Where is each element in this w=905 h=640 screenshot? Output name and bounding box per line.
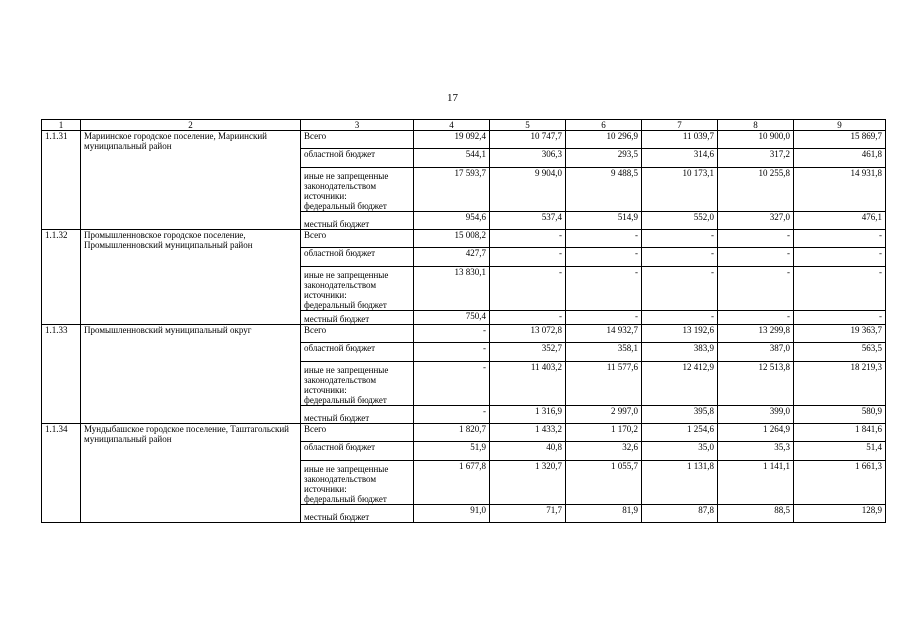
value-cell: - <box>414 362 490 406</box>
value-cell: 1 141,1 <box>718 461 794 505</box>
funding-source-label <box>301 362 414 406</box>
local-label: местный бюджет <box>301 212 414 230</box>
value-cell: 399,0 <box>718 406 794 424</box>
value-cell: - <box>490 230 566 248</box>
value-cell: 15 869,7 <box>794 131 886 149</box>
budget-table <box>41 119 886 523</box>
value-cell: 314,6 <box>642 149 718 168</box>
value-cell: - <box>718 267 794 311</box>
value-cell: 10 296,9 <box>566 131 642 149</box>
header-cell: 6 <box>566 120 642 131</box>
value-cell: - <box>718 311 794 325</box>
value-cell: - <box>718 248 794 267</box>
value-cell: 750,4 <box>414 311 490 325</box>
value-cell: 352,7 <box>490 343 566 362</box>
value-cell: 1 131,8 <box>642 461 718 505</box>
header-cell: 9 <box>794 120 886 131</box>
value-cell: 552,0 <box>642 212 718 230</box>
table-row <box>42 230 886 248</box>
section-name: Промышленновское городское поселение, Промышленновский муниципальный район <box>81 230 301 325</box>
value-cell: 12 513,8 <box>718 362 794 406</box>
other-sources-label: законодательством <box>304 181 377 191</box>
header-cell: 7 <box>642 120 718 131</box>
value-cell: 13 192,6 <box>642 325 718 343</box>
table-row <box>42 424 886 442</box>
value-cell: 1 820,7 <box>414 424 490 442</box>
regional-label: областной бюджет <box>301 149 414 168</box>
funding-source-label <box>301 168 414 212</box>
other-sources-label: источники: <box>304 191 347 201</box>
section-code: 1.1.31 <box>42 131 81 230</box>
value-cell: 10 255,8 <box>718 168 794 212</box>
value-cell: - <box>490 311 566 325</box>
value-cell: 317,2 <box>718 149 794 168</box>
value-cell: - <box>566 248 642 267</box>
other-sources-label: иные не запрещенные <box>304 365 389 375</box>
value-cell: 32,6 <box>566 442 642 461</box>
page-number: 17 <box>447 92 458 104</box>
value-cell: 10 900,0 <box>718 131 794 149</box>
value-cell: 580,9 <box>794 406 886 424</box>
value-cell: 19 092,4 <box>414 131 490 149</box>
local-label: местный бюджет <box>301 406 414 424</box>
value-cell: 563,5 <box>794 343 886 362</box>
value-cell: 1 661,3 <box>794 461 886 505</box>
header-cell: 3 <box>301 120 414 131</box>
value-cell: 1 170,2 <box>566 424 642 442</box>
other-sources-label: источники: <box>304 290 347 300</box>
regional-label: областной бюджет <box>301 248 414 267</box>
header-cell: 1 <box>42 120 81 131</box>
value-cell: 954,6 <box>414 212 490 230</box>
value-cell: 1 677,8 <box>414 461 490 505</box>
header-cell: 8 <box>718 120 794 131</box>
federal-label: федеральный бюджет <box>304 201 387 211</box>
local-label: местный бюджет <box>301 505 414 523</box>
value-cell: 476,1 <box>794 212 886 230</box>
value-cell: 544,1 <box>414 149 490 168</box>
value-cell: 15 008,2 <box>414 230 490 248</box>
value-cell: 1 841,6 <box>794 424 886 442</box>
value-cell: - <box>642 311 718 325</box>
value-cell: 19 363,7 <box>794 325 886 343</box>
other-sources-label: законодательством <box>304 280 377 290</box>
value-cell: 10 747,7 <box>490 131 566 149</box>
header-cell: 4 <box>414 120 490 131</box>
value-cell: 306,3 <box>490 149 566 168</box>
other-sources-label: источники: <box>304 385 347 395</box>
federal-label: федеральный бюджет <box>304 395 387 405</box>
value-cell: 14 931,8 <box>794 168 886 212</box>
value-cell: 51,9 <box>414 442 490 461</box>
section-code: 1.1.33 <box>42 325 81 424</box>
other-sources-label: источники: <box>304 484 347 494</box>
federal-label: федеральный бюджет <box>304 300 387 310</box>
value-cell: 2 997,0 <box>566 406 642 424</box>
value-cell: 18 219,3 <box>794 362 886 406</box>
section-name: Промышленновский муниципальный округ <box>81 325 301 424</box>
value-cell: 35,3 <box>718 442 794 461</box>
value-cell: 537,4 <box>490 212 566 230</box>
section-code: 1.1.32 <box>42 230 81 325</box>
value-cell: 12 412,9 <box>642 362 718 406</box>
value-cell: 71,7 <box>490 505 566 523</box>
local-label: местный бюджет <box>301 311 414 325</box>
value-cell: - <box>414 325 490 343</box>
value-cell: 327,0 <box>718 212 794 230</box>
value-cell: 1 055,7 <box>566 461 642 505</box>
value-cell: 9 904,0 <box>490 168 566 212</box>
value-cell: 87,8 <box>642 505 718 523</box>
value-cell: 35,0 <box>642 442 718 461</box>
value-cell: 461,8 <box>794 149 886 168</box>
value-cell: 40,8 <box>490 442 566 461</box>
value-cell: 9 488,5 <box>566 168 642 212</box>
value-cell: - <box>642 248 718 267</box>
funding-source-label <box>301 461 414 505</box>
funding-source-label <box>301 267 414 311</box>
value-cell: - <box>794 311 886 325</box>
header-cell: 5 <box>490 120 566 131</box>
total-label: Всего <box>301 325 414 343</box>
value-cell: 358,1 <box>566 343 642 362</box>
other-sources-label: иные не запрещенные <box>304 464 389 474</box>
value-cell: 91,0 <box>414 505 490 523</box>
value-cell: 10 173,1 <box>642 168 718 212</box>
header-row <box>42 120 886 131</box>
other-sources-label: иные не запрещенные <box>304 171 389 181</box>
table-row <box>42 325 886 343</box>
value-cell: 13 072,8 <box>490 325 566 343</box>
other-sources-label: законодательством <box>304 474 377 484</box>
value-cell: - <box>490 248 566 267</box>
value-cell: 514,9 <box>566 212 642 230</box>
value-cell: - <box>642 267 718 311</box>
value-cell: 1 316,9 <box>490 406 566 424</box>
section-code: 1.1.34 <box>42 424 81 523</box>
total-label: Всего <box>301 230 414 248</box>
value-cell: 11 403,2 <box>490 362 566 406</box>
total-label: Всего <box>301 131 414 149</box>
section-name: Мундыбашское городское поселение, Таштагольский муниципальный район <box>81 424 301 523</box>
federal-label: федеральный бюджет <box>304 494 387 504</box>
value-cell: - <box>794 230 886 248</box>
value-cell: - <box>794 267 886 311</box>
value-cell: - <box>794 248 886 267</box>
value-cell: 1 320,7 <box>490 461 566 505</box>
value-cell: - <box>566 230 642 248</box>
value-cell: 81,9 <box>566 505 642 523</box>
total-label: Всего <box>301 424 414 442</box>
value-cell: 1 433,2 <box>490 424 566 442</box>
value-cell: 387,0 <box>718 343 794 362</box>
value-cell: 1 254,6 <box>642 424 718 442</box>
value-cell: - <box>566 267 642 311</box>
regional-label: областной бюджет <box>301 442 414 461</box>
value-cell: - <box>490 267 566 311</box>
value-cell: 13 299,8 <box>718 325 794 343</box>
value-cell: 1 264,9 <box>718 424 794 442</box>
value-cell: 11 577,6 <box>566 362 642 406</box>
value-cell: - <box>718 230 794 248</box>
value-cell: 17 593,7 <box>414 168 490 212</box>
other-sources-label: законодательством <box>304 375 377 385</box>
section-name: Мариинское городское поселение, Мариинский муниципальный район <box>81 131 301 230</box>
value-cell: 14 932,7 <box>566 325 642 343</box>
value-cell: 128,9 <box>794 505 886 523</box>
header-cell: 2 <box>81 120 301 131</box>
value-cell: 13 830,1 <box>414 267 490 311</box>
value-cell: - <box>642 230 718 248</box>
value-cell: - <box>414 406 490 424</box>
other-sources-label: иные не запрещенные <box>304 270 389 280</box>
table-row <box>42 131 886 149</box>
value-cell: 383,9 <box>642 343 718 362</box>
value-cell: 11 039,7 <box>642 131 718 149</box>
value-cell: - <box>414 343 490 362</box>
value-cell: 293,5 <box>566 149 642 168</box>
regional-label: областной бюджет <box>301 343 414 362</box>
value-cell: 88,5 <box>718 505 794 523</box>
value-cell: 395,8 <box>642 406 718 424</box>
value-cell: - <box>566 311 642 325</box>
value-cell: 427,7 <box>414 248 490 267</box>
value-cell: 51,4 <box>794 442 886 461</box>
